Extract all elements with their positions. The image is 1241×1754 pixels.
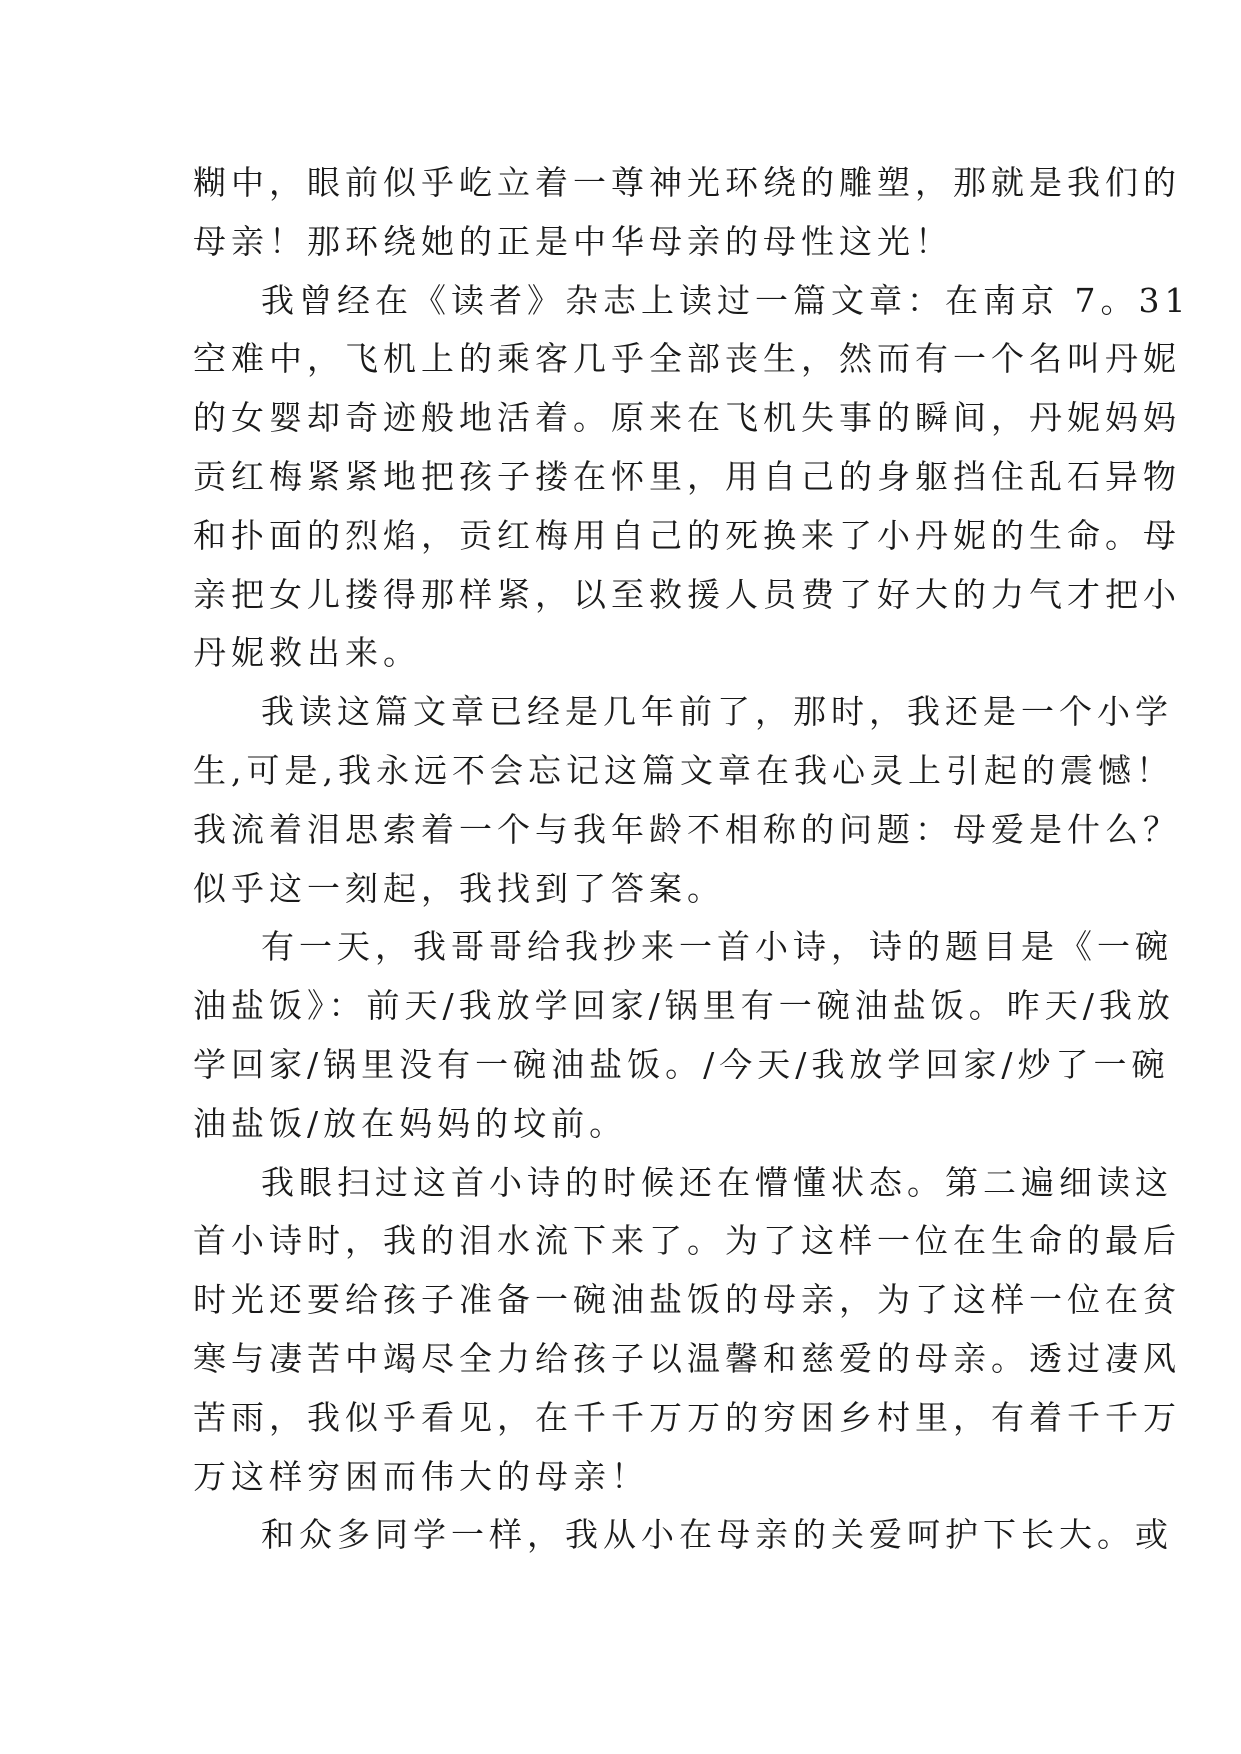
text-line: 学回家/锅里没有一碗油盐饭。/今天/我放学回家/炒了一碗 — [193, 1044, 1170, 1084]
text-line: 油盐饭/放在妈妈的坟前。 — [193, 1103, 628, 1143]
text-line: 和扑面的烈焰，贡红梅用自己的死换来了小丹妮的生命。母 — [193, 515, 1181, 555]
text-line: 的女婴却奇迹般地活着。原来在飞机失事的瞬间，丹妮妈妈 — [193, 398, 1181, 438]
text-line: 母亲！那环绕她的正是中华母亲的母性这光！ — [193, 221, 953, 261]
paragraph-start-line: 和众多同学一样，我从小在母亲的关爱呵护下长大。或 — [261, 1515, 1173, 1555]
text-line: 我流着泪思索着一个与我年龄不相称的问题：母爱是什么？ — [193, 809, 1181, 849]
text-line: 首小诗时，我的泪水流下来了。为了这样一位在生命的最后 — [193, 1221, 1181, 1261]
text-line: 亲把女儿搂得那样紧，以至救援人员费了好大的力气才把小 — [193, 574, 1181, 614]
body-text — [193, 154, 1191, 1565]
text-line: 丹妮救出来。 — [193, 633, 421, 673]
text-line: 贡红梅紧紧地把孩子搂在怀里，用自己的身躯挡住乱石异物 — [193, 456, 1181, 496]
text-line: 时光还要给孩子准备一碗油盐饭的母亲，为了这样一位在贫 — [193, 1280, 1181, 1320]
text-line: 糊中，眼前似乎屹立着一尊神光环绕的雕塑，那就是我们的 — [193, 163, 1181, 202]
paragraph-start-line: 我曾经在《读者》杂志上读过一篇文章：在南京 7。31 — [261, 280, 1191, 320]
paragraph-start-line: 我读这篇文章已经是几年前了，那时，我还是一个小学 — [261, 692, 1173, 732]
paragraph-start-line: 有一天，我哥哥给我抄来一首小诗，诗的题目是《一碗 — [261, 927, 1173, 967]
text-line: 寒与凄苦中竭尽全力给孩子以温馨和慈爱的母亲。透过凄风 — [193, 1338, 1181, 1378]
text-line: 苦雨，我似乎看见，在千千万万的穷困乡村里，有着千千万 — [193, 1397, 1181, 1437]
text-line: 空难中，飞机上的乘客几乎全部丧生，然而有一个名叫丹妮 — [193, 339, 1181, 379]
text-line: 油盐饭》：前天/我放学回家/锅里有一碗油盐饭。昨天/我放 — [193, 986, 1175, 1026]
text-line: 万这样穷困而伟大的母亲！ — [193, 1456, 649, 1496]
text-line: 似乎这一刻起，我找到了答案。 — [193, 868, 725, 908]
paragraph-start-line: 我眼扫过这首小诗的时候还在懵懂状态。第二遍细读这 — [261, 1162, 1173, 1202]
text-line: 生,可是,我永远不会忘记这篇文章在我心灵上引起的震憾！ — [193, 750, 1174, 790]
